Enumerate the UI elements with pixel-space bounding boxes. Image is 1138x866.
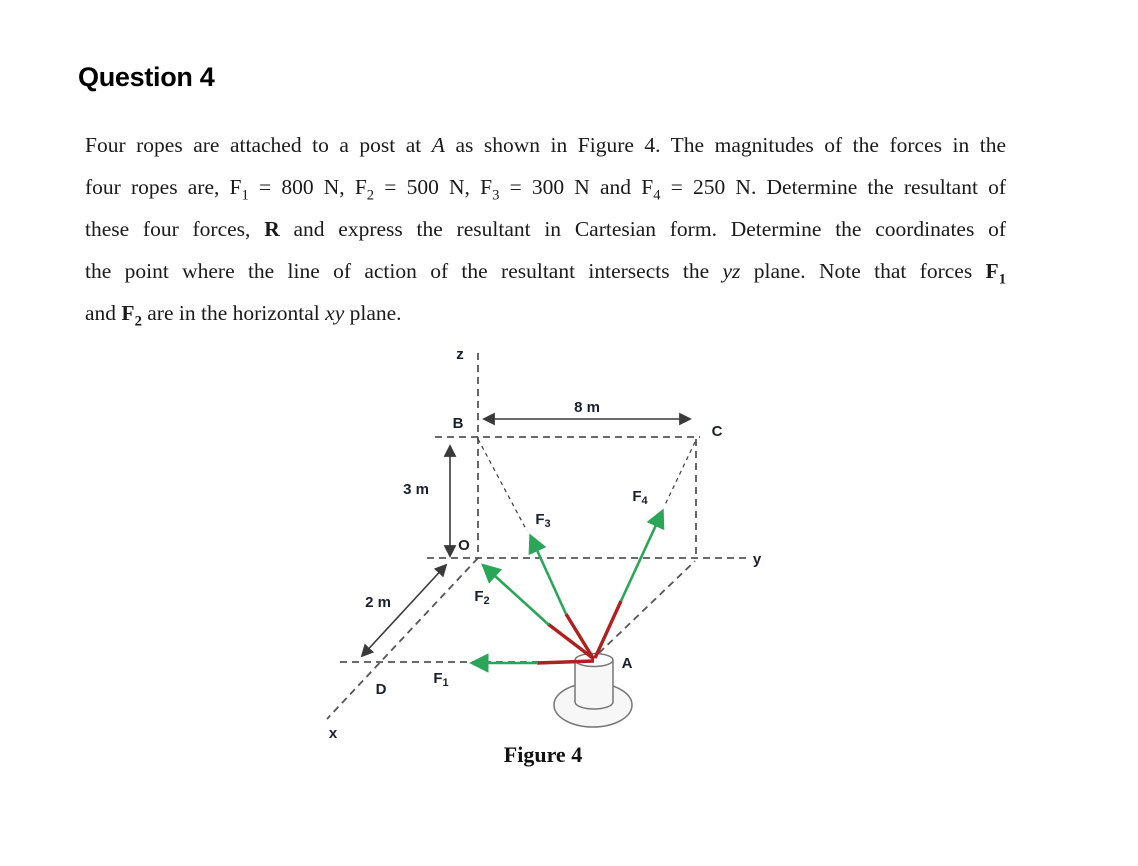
- rope-c-dashed-line: [664, 442, 695, 507]
- y-axis-label: y: [752, 551, 762, 568]
- paragraph-line-1: Four ropes are attached to a post at A as shown in Figure 4. The magnitudes of the forces in the: [85, 133, 1006, 157]
- point-c-label: C: [711, 423, 723, 440]
- a-to-y-corner-dashed-line: [599, 561, 695, 653]
- point-d-label: D: [375, 681, 387, 698]
- post-cylinder: [575, 660, 613, 709]
- dimension-2m-label: 2 m: [365, 594, 391, 611]
- paragraph-line-2: four ropes are, $F_1 = 800$ N, $F_2 = 500$ N, $F_3 = 300$ N and $F_4 = 250$ N. Determine the resultant of: [85, 175, 1007, 204]
- force-f3-arrow: [531, 537, 566, 614]
- point-a-label: A: [621, 655, 633, 672]
- force-f2-arrow: [484, 566, 549, 625]
- rope-b-dashed-line: [478, 439, 527, 531]
- paragraph-line-5: and $F_2$ are in the horizontal xy plane.: [85, 301, 402, 330]
- x-axis-line: [327, 558, 478, 719]
- paragraph-line-4: the point where the line of action of the resultant intersects the yz plane. Note that forces $F_1$: [85, 259, 1006, 288]
- dimension-8m-label: 8 m: [574, 399, 600, 416]
- x-axis-label: x: [328, 725, 338, 742]
- force-f4-label: $F_4$: [632, 488, 648, 507]
- dimension-3m-label: 3 m: [403, 481, 429, 498]
- figure-caption: Figure 4: [503, 742, 583, 767]
- point-o-label: O: [458, 537, 470, 554]
- z-axis-label: z: [456, 346, 464, 363]
- point-b-label: B: [452, 415, 464, 432]
- figure-4-diagram: [300, 335, 770, 785]
- rope-f4-red-segment: [595, 601, 621, 658]
- force-f2-label: $F_2$: [474, 588, 490, 607]
- rope-f3-red-segment: [566, 614, 593, 658]
- paragraph-line-3: these four forces, R and express the resultant in Cartesian form. Determine the coordinates of: [85, 217, 1006, 241]
- question-heading: Question 4: [78, 62, 215, 92]
- force-f1-label: $F_1$: [433, 670, 449, 689]
- force-f3-label: $F_3$: [535, 511, 551, 530]
- question-paragraph: [85, 124, 1006, 334]
- force-f4-arrow: [621, 512, 662, 601]
- rope-f1-red-segment: [537, 661, 594, 663]
- rope-f2-red-segment: [548, 624, 594, 659]
